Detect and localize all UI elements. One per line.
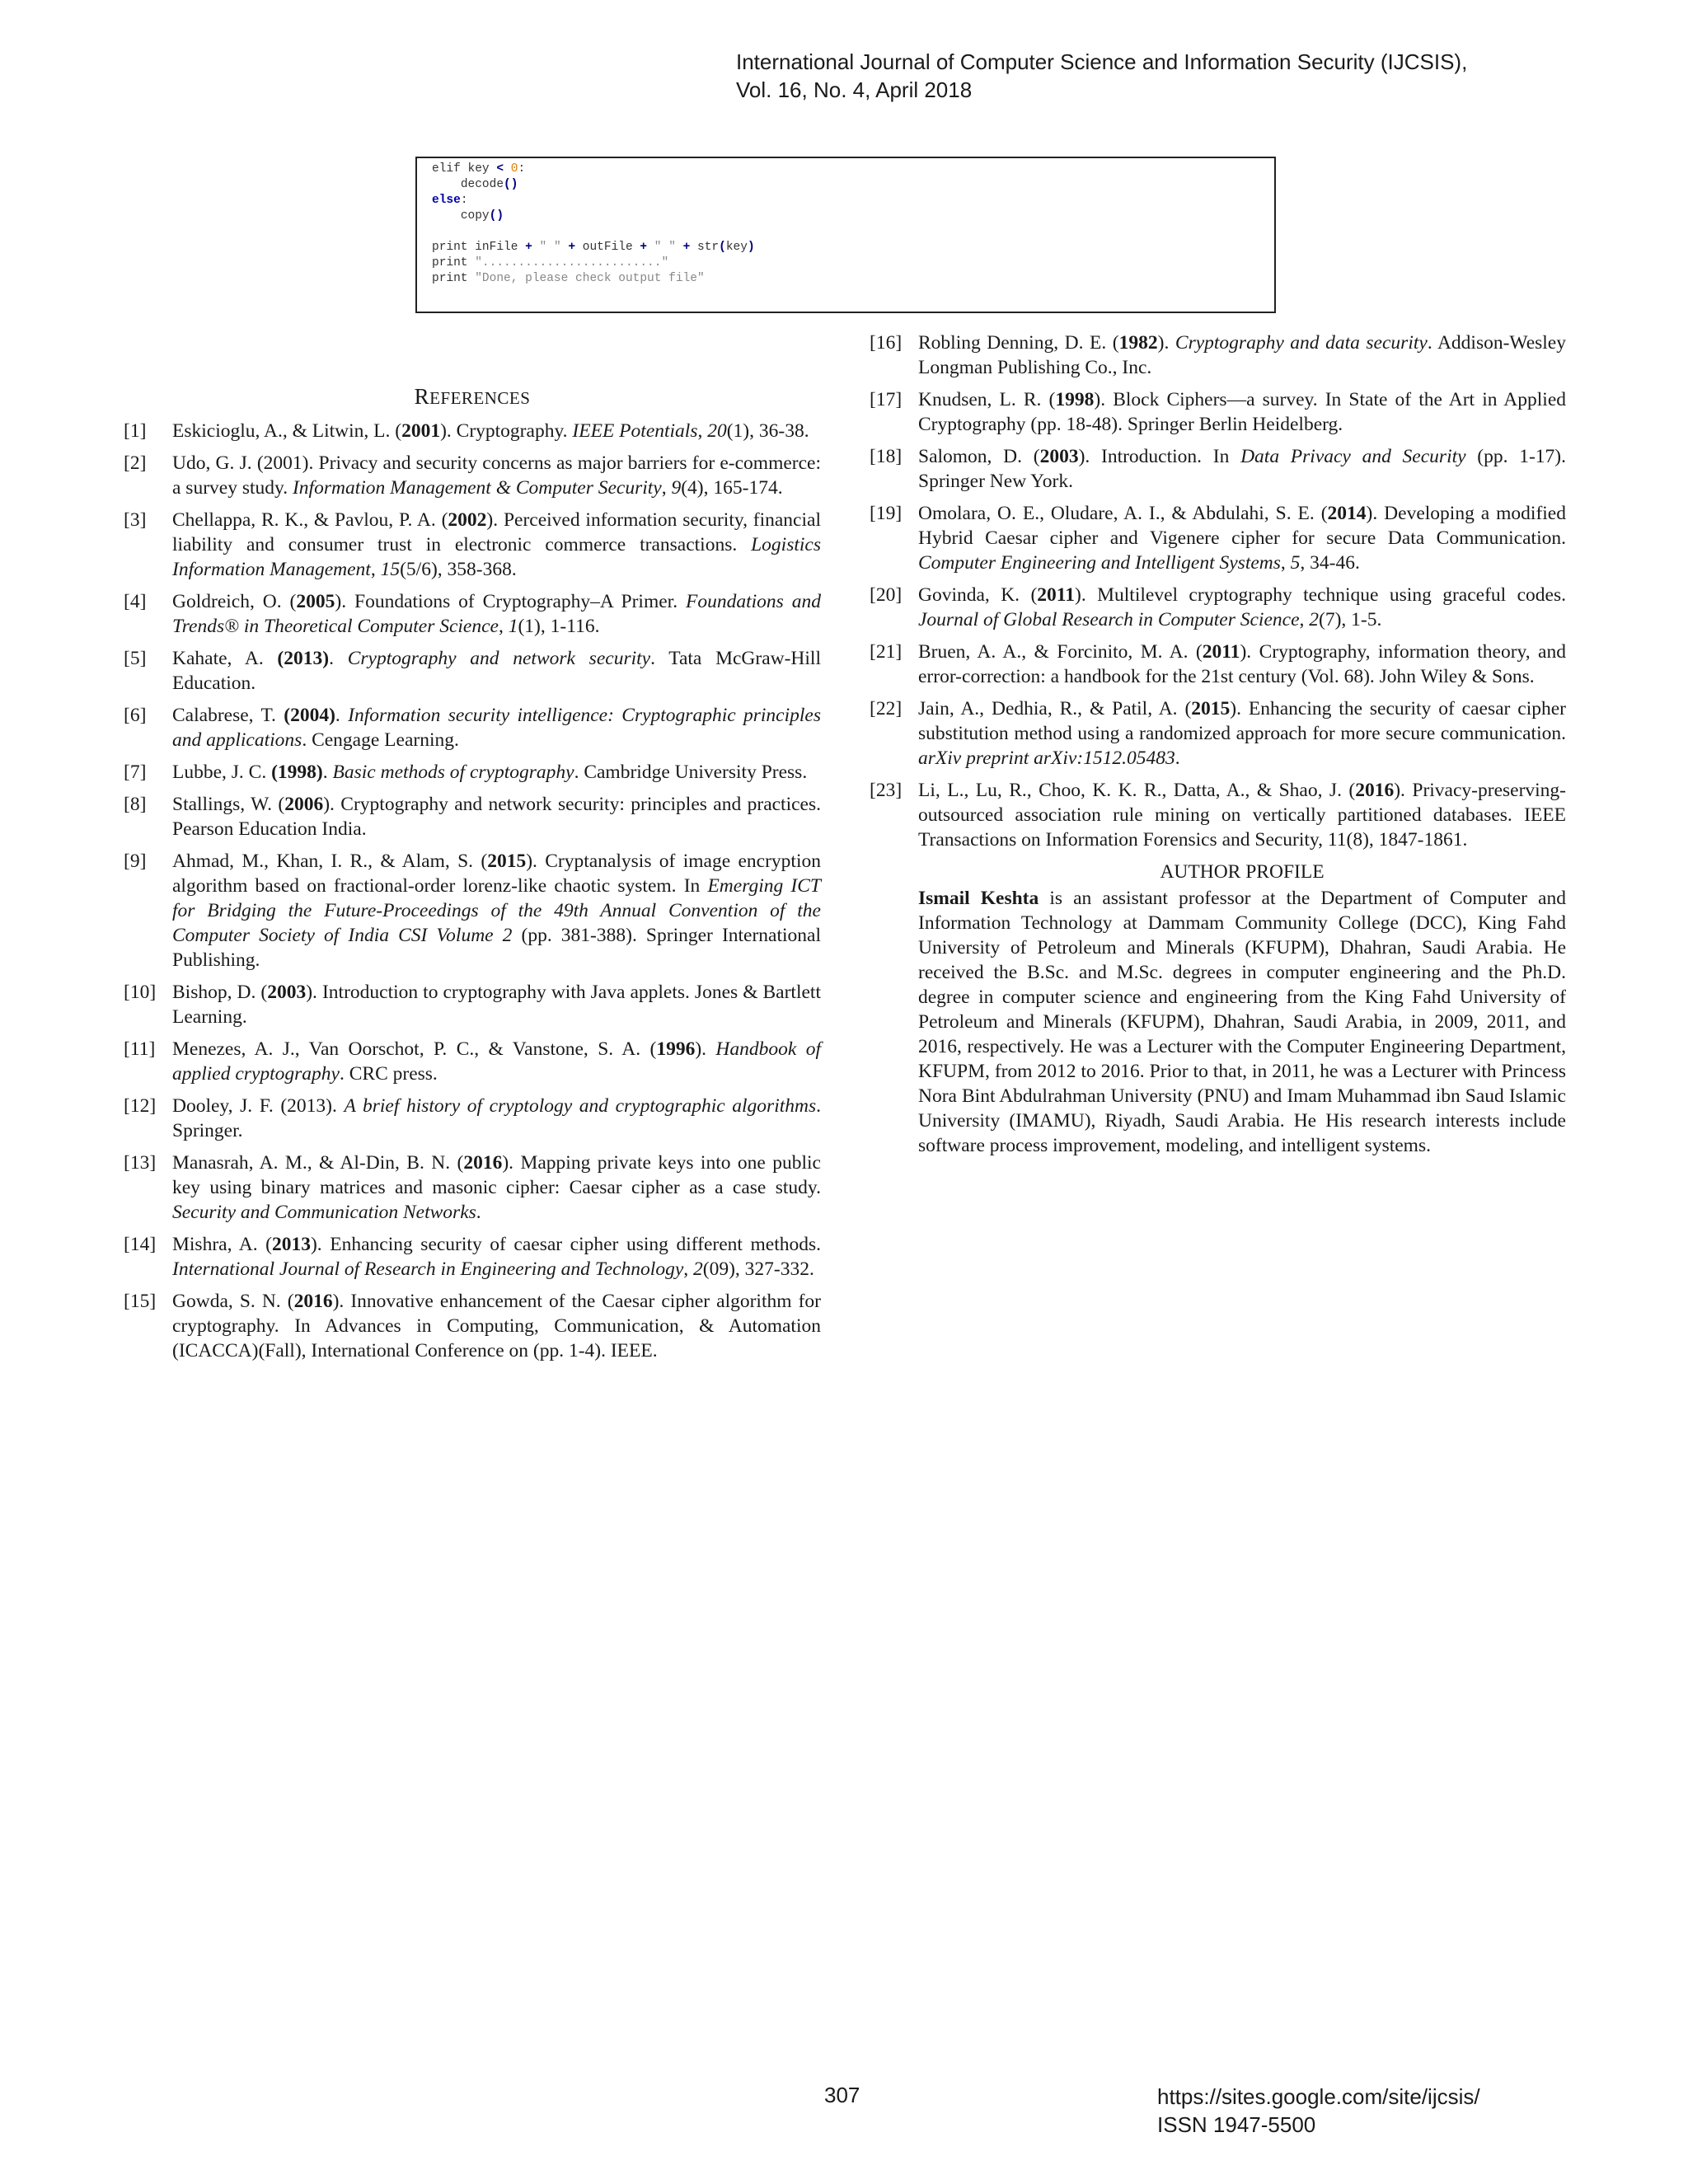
references-heading [124,384,821,410]
reference-item: [7] Lubbe, J. C. (1998). Basic methods of cryptography. Cambridge University Press. [124,762,808,783]
reference-number: [11] [124,1038,156,1060]
reference-item: [13] Manasrah, A. M., & Al-Din, B. N. (2016). Mapping private keys into one public key using binary matrices and masonic cipher: Caesar cipher as a case study. Security and Communication Networks. [124,1152,821,1223]
reference-number: [14] [124,1234,157,1255]
code-line-2: decode() [460,178,518,191]
reference-item: [2] Udo, G. J. (2001). Privacy and security concerns as major barriers for e-commerce: a survey study. Information Management & Computer Security, 9(4), 165-174. [124,452,821,499]
reference-number: [8] [124,794,147,815]
journal-header-line2: Vol. 16, No. 4, April 2018 [736,77,973,102]
reference-item: [3] Chellappa, R. K., & Pavlou, P. A. (2002). Perceived information security, financial liability and consumer trust in electronic commerce transactions. Logistics Information Management, 15(5/6), 358-368. [124,509,821,580]
reference-number: [13] [124,1152,157,1174]
reference-number: [18] [870,446,903,467]
reference-item: [9] Ahmad, M., Khan, I. R., & Alam, S. (2015). Cryptanalysis of image encryption algorithm based on fractional-order lorenz-like chaotic system. In Emerging ICT for Bridging the Future-Proceedings of the 49th Annual Convention of the Computer Society of India CSI Volume 2 (pp. 381-388). Springer International Publishing. [124,851,821,971]
reference-item: [20] Govinda, K. (2011). Multilevel cryptography technique using graceful codes. Journal of Global Research in Computer Science, 2(7), 1-5. [870,584,1566,630]
author-profile-heading: AUTHOR PROFILE [1160,861,1325,883]
reference-number: [10] [124,982,157,1003]
reference-list-left [124,419,821,1363]
footer-issn: ISSN 1947-5500 [1157,2112,1316,2137]
reference-item: [10] Bishop, D. (2003). Introduction to cryptography with Java applets. Jones & Bartlett Learning. [124,982,821,1028]
page-number: 307 [824,2083,860,2107]
reference-item: [12] Dooley, J. F. (2013). A brief history of cryptology and cryptographic algorithms. Springer. [124,1095,822,1141]
code-line-1: elif key < 0: [432,162,526,176]
reference-item: [22] Jain, A., Dedhia, R., & Patil, A. (2015). Enhancing the security of caesar cipher substitution method using a randomized approach for more secure communication. arXiv preprint arXiv:1512.05483. [870,698,1566,769]
reference-item: [14] Mishra, A. (2013). Enhancing security of caesar cipher using different methods. International Journal of Research in Engineering and Technology, 2(09), 327-332. [124,1234,821,1280]
reference-number: [23] [870,780,903,801]
reference-number: [21] [870,641,903,663]
author-profile-body [918,886,1566,1158]
reference-list-right [870,330,1566,852]
reference-item: [11] Menezes, A. J., Van Oorschot, P. C., & Vanstone, S. A. (1996). Handbook of applied cryptography. CRC press. [124,1038,821,1085]
reference-number: [7] [124,762,147,783]
code-line-6: print inFile + " " + outFile + " " + str(key) [432,241,755,254]
reference-item: [16] Robling Denning, D. E. (1982). Cryptography and data security. Addison-Wesley Longman Publishing Co., Inc. [870,332,1566,378]
right-column [870,330,1566,1158]
code-line-7: print "........................." [432,256,669,269]
reference-number: [6] [124,705,147,726]
reference-item: [18] Salomon, D. (2003). Introduction. In Data Privacy and Security (pp. 1-17). Springer New York. [870,446,1566,492]
reference-item: [8] Stallings, W. (2006). Cryptography and network security: principles and practices. Pearson Education India. [124,794,821,840]
left-column [124,384,821,1371]
footer-url[interactable]: https://sites.google.com/site/ijcsis/ [1157,2084,1480,2109]
code-line-4: copy() [460,209,504,223]
reference-number: [22] [870,698,903,719]
reference-number: [5] [124,648,147,669]
reference-number: [16] [870,332,903,354]
reference-item: [17] Knudsen, L. R. (1998). Block Ciphers—a survey. In State of the Art in Applied Cryptography (pp. 18-48). Springer Berlin Heidelberg. [870,389,1566,435]
reference-number: [20] [870,584,903,606]
footer-info [1157,2083,1480,2139]
reference-number: [12] [124,1095,157,1117]
reference-item: [4] Goldreich, O. (2005). Foundations of Cryptography–A Primer. Foundations and Trends® in Theoretical Computer Science, 1(1), 1-116. [124,591,822,637]
reference-number: [19] [870,503,903,524]
references-heading-text: REFERENCES [414,384,531,409]
code-line-5 [432,224,1274,240]
author-bio: is an assistant professor at the Department of Computer and Information Technology at Dammam Community College (DCC), King Fahd University of Petroleum and Minerals (KFUPM), Dhahran, Saudi Arabia. He received the B.Sc. and M.Sc. degrees in computer engineering and the Ph.D. degree in computer science and engineering from the King Fahd University of Petroleum and Minerals (KFUPM), Dhahran, Saudi Arabia, in 2009, 2011, and 2016, respectively. He was a Lecturer with the Computer Engineering Department, KFUPM, from 2012 to 2016. Prior to that, in 2011, he was a Lecturer with Princess Nora Bint Abdulrahman University (PNU) and Imam Muhammad ibn Saud Islamic University (IMAMU), Riyadh, Saudi Arabia. He His research interests include software process improvement, modeling, and intelligent systems. [918,888,1566,1156]
code-line-3: else: [432,194,468,207]
reference-number: [17] [870,389,903,410]
reference-number: [2] [124,452,147,474]
reference-number: [1] [124,420,147,442]
reference-item: [5] Kahate, A. (2013). Cryptography and network security. Tata McGraw-Hill Education. [124,648,821,694]
code-listing [415,157,1276,313]
reference-item: [23] Li, L., Lu, R., Choo, K. K. R., Datta, A., & Shao, J. (2016). Privacy-preserving-outsourced association rule mining on vertically partitioned databases. IEEE Transactions on Information Forensics and Security, 11(8), 1847-1861. [870,780,1567,851]
reference-item: [1] Eskicioglu, A., & Litwin, L. (2001). Cryptography. IEEE Potentials, 20(1), 36-38. [124,420,809,442]
reference-number: [4] [124,591,147,612]
journal-header [736,48,1467,104]
reference-number: [9] [124,851,147,872]
author-name: Ismail Keshta [918,888,1039,909]
journal-header-line1: International Journal of Computer Science and Information Security (IJCSIS), [736,49,1468,74]
code-line-8: print "Done, please check output file" [432,272,705,285]
reference-number: [15] [124,1291,157,1312]
reference-item: [19] Omolara, O. E., Oludare, A. I., & Abdulahi, S. E. (2014). Developing a modified Hybrid Caesar cipher and Vigenere cipher for secure Data Communication. Computer Engineering and Intelligent Systems, 5, 34-46. [870,503,1566,574]
reference-item: [6] Calabrese, T. (2004). Information security intelligence: Cryptographic principles and applications. Cengage Learning. [124,705,821,751]
reference-item: [21] Bruen, A. A., & Forcinito, M. A. (2011). Cryptography, information theory, and error-correction: a handbook for the 21st century (Vol. 68). John Wiley & Sons. [870,641,1566,687]
reference-item: [15] Gowda, S. N. (2016). Innovative enhancement of the Caesar cipher algorithm for cryptography. In Advances in Computing, Communication, & Automation (ICACCA)(Fall), International Conference on (pp. 1-4). IEEE. [124,1291,821,1361]
reference-number: [3] [124,509,147,531]
